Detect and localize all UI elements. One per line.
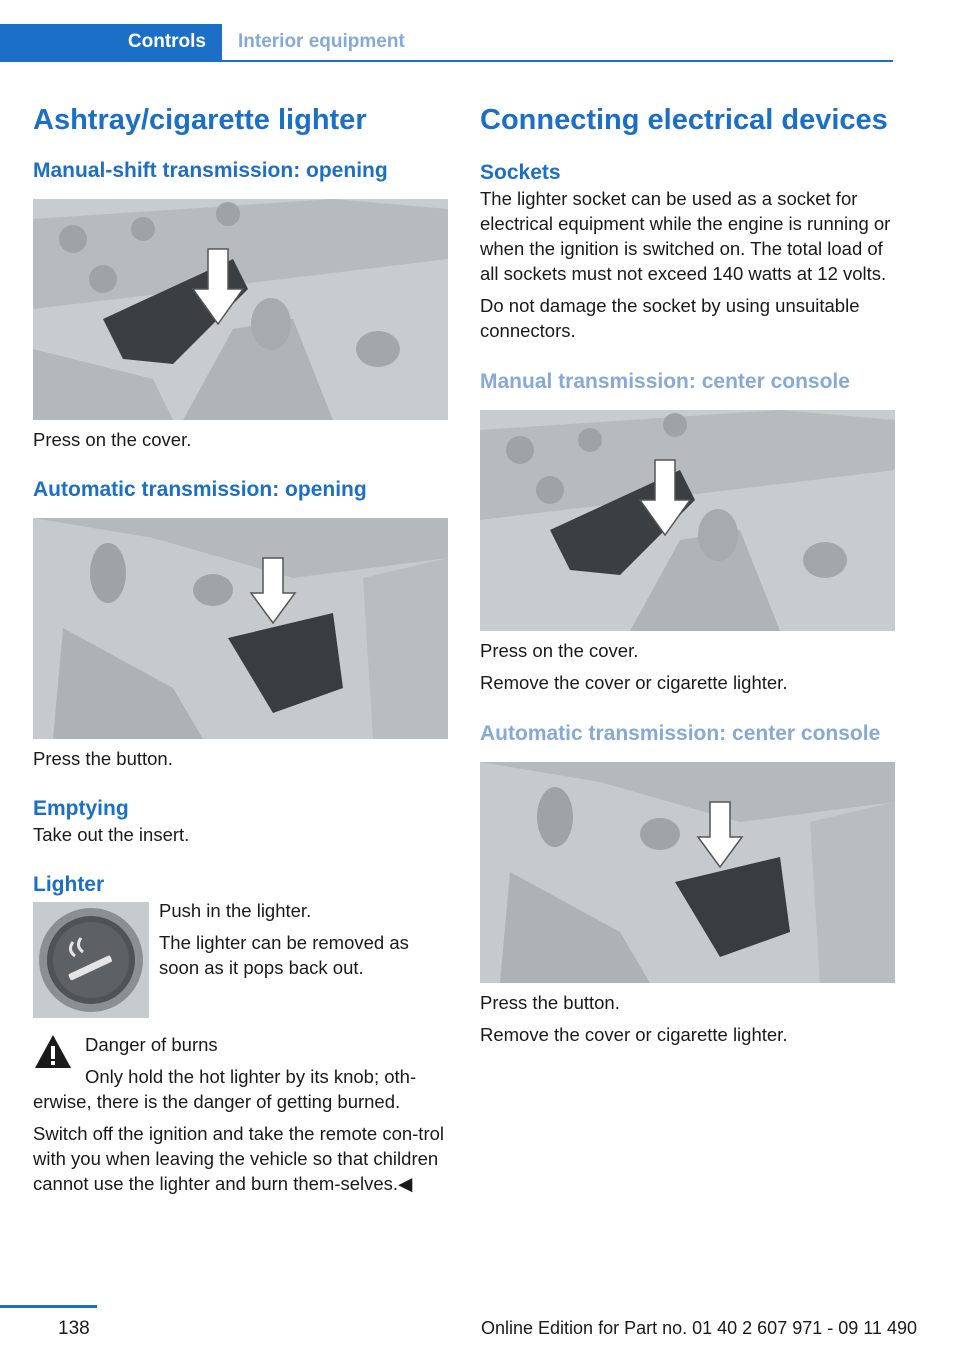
sockets-heading: Sockets [480, 161, 561, 184]
auto-console-figure [33, 518, 448, 739]
sockets-text-1: The lighter socket can be used as a socket for electrical equipment while the engine is running or when the ignition is switched on. The total load of all sockets must not exceed 140 watts at 12 volts. [480, 188, 891, 284]
lighter-instructions [159, 898, 449, 980]
page-number: 138 [58, 1318, 90, 1339]
warning-text-1: Only hold the hot lighter by its knob; oth-erwise, there is the danger of getting burned. [33, 1066, 417, 1112]
right-column [480, 100, 895, 1047]
left-column [33, 100, 448, 1196]
section-label: Controls [127, 31, 206, 52]
electrical-title: Connecting electrical devices [480, 104, 888, 136]
lighter-figure [33, 902, 149, 1018]
manual-socket-caption-2: Remove the cover or cigarette lighter. [480, 672, 788, 693]
lighter-text-1: Push in the lighter. [159, 900, 312, 921]
auto-socket-caption-2: Remove the cover or cigarette lighter. [480, 1024, 788, 1045]
warning-title: Danger of burns [85, 1034, 218, 1055]
ashtray-title: Ashtray/cigarette lighter [33, 104, 367, 136]
sockets-text-2: Do not damage the socket by using unsuitable connectors. [480, 295, 860, 341]
header-rule [222, 60, 893, 62]
lighter-text-2: The lighter can be removed as soon as it pops back out. [159, 932, 409, 978]
manual-opening-caption: Press on the cover. [33, 429, 192, 450]
warning-icon [33, 1032, 73, 1072]
manual-console-figure [33, 199, 448, 420]
section-tab [0, 24, 222, 62]
auto-socket-figure [480, 762, 895, 983]
emptying-heading: Emptying [33, 797, 129, 820]
manual-console-heading: Manual transmission: center console [480, 370, 850, 393]
manual-socket-figure [480, 410, 895, 631]
emptying-text: Take out the insert. [33, 824, 190, 845]
auto-opening-caption: Press the button. [33, 748, 173, 769]
burn-warning [33, 1032, 448, 1196]
edition-footer: Online Edition for Part no. 01 40 2 607 971 - 09 11 490 [481, 1318, 917, 1338]
lighter-heading: Lighter [33, 873, 105, 896]
warning-text-2: Switch off the ignition and take the remote con-trol with you when leaving the vehicle so that children cannot use the lighter and burn them-selves.◀ [33, 1123, 445, 1194]
page-number-rule [0, 1305, 97, 1308]
auto-console-heading: Automatic transmission: center console [480, 722, 881, 745]
page-header [0, 24, 893, 62]
manual-opening-heading: Manual-shift transmission: opening [33, 159, 388, 182]
auto-opening-heading: Automatic transmission: opening [33, 478, 367, 501]
manual-socket-caption-1: Press on the cover. [480, 640, 639, 661]
lighter-block [33, 902, 448, 1020]
auto-socket-caption-1: Press the button. [480, 992, 620, 1013]
subsection-label: Interior equipment [238, 31, 405, 52]
